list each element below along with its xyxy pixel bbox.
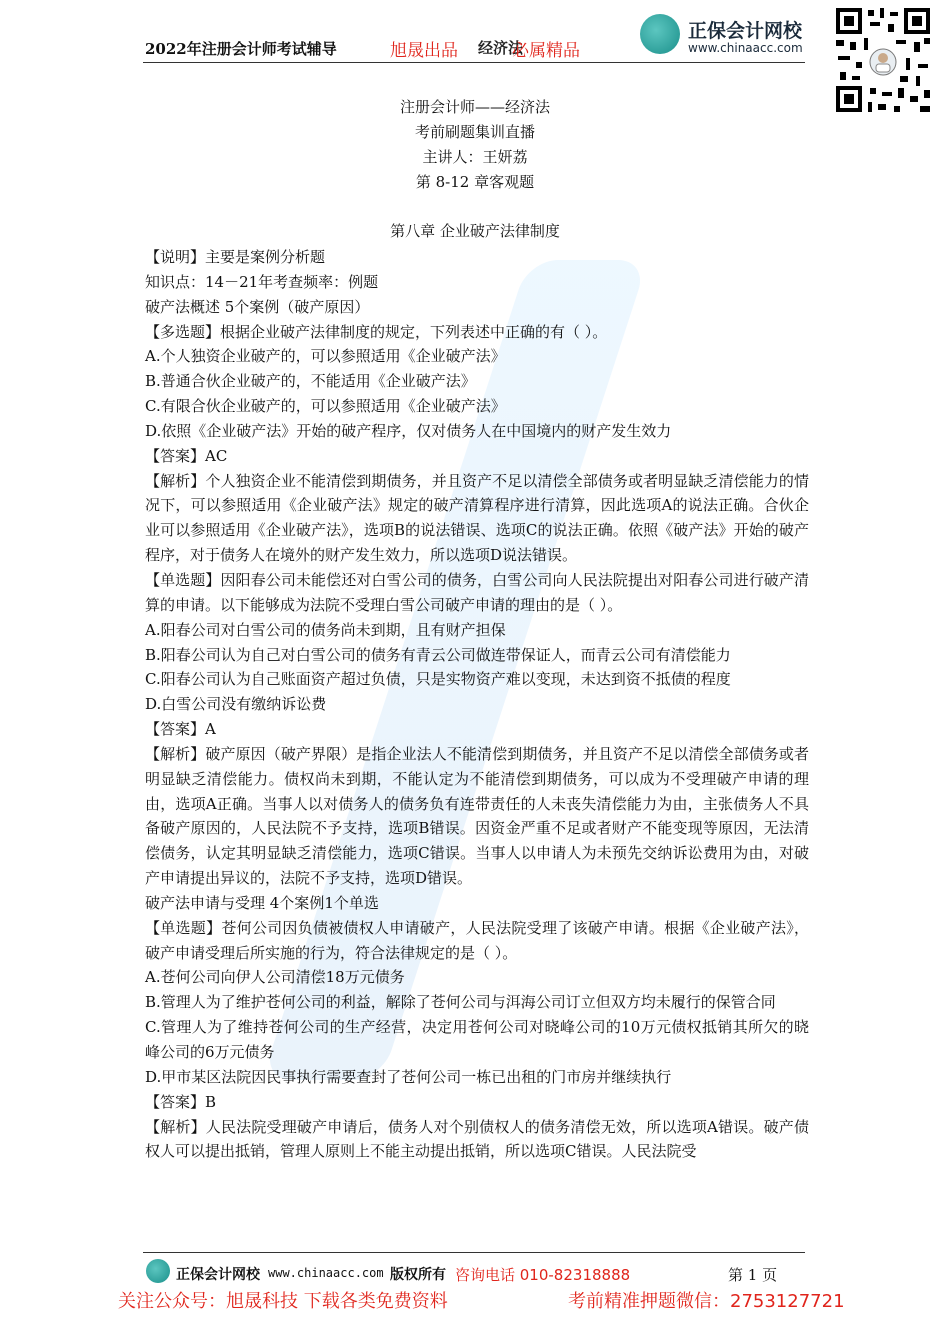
- paragraph: 知识点：14－21年考查频率：例题: [145, 272, 379, 291]
- header-subject: 经济法: [478, 39, 524, 57]
- brand-name: 正保会计网校: [688, 20, 803, 42]
- question: 【多选题】根据企业破产法律制度的规定，下列表述中正确的有（ ）。: [145, 322, 608, 341]
- footer-phone: 咨询电话 010-82318888: [455, 1266, 631, 1284]
- header-course-title: 2022年注册会计师考试辅导: [145, 40, 337, 58]
- paragraph: 【说明】主要是案例分析题: [145, 248, 326, 266]
- option: D.依照《企业破产法》开始的破产程序，仅对债务人在中国境内的财产发生效力: [145, 421, 672, 440]
- footer-url[interactable]: www.chinaacc.com: [268, 1266, 384, 1280]
- paragraph: 破产法概述 5个案例（破产原因）: [145, 297, 370, 316]
- option: B.管理人为了维护苍何公司的利益，解除了苍何公司与洱海公司订立但双方均未履行的保管合同: [145, 993, 776, 1012]
- footer-logo-icon: [146, 1259, 170, 1283]
- question: 【单选题】因阳春公司未能偿还对白雪公司的债务，白雪公司向人民法院提出对阳春公司进行破产清算的申请。以下能够成为法院不受理白雪公司破产申请的理由的是（ ）。: [145, 570, 809, 614]
- answer: 【答案】A: [145, 720, 216, 739]
- header-tag-right: 必属精品: [512, 41, 580, 61]
- option: B.阳春公司认为自己对白雪公司的债务有青云公司做连带保证人，而青云公司有清偿能力: [145, 645, 731, 664]
- brand-logo-icon: [640, 14, 680, 54]
- option: C.阳春公司认为自己账面资产超过负债，只是实物资产难以变现，未达到资不抵债的程度: [145, 670, 731, 689]
- answer: 【答案】AC: [145, 446, 228, 465]
- chapter-heading: 第八章 企业破产法律制度: [390, 222, 560, 240]
- document-body: [145, 245, 809, 1164]
- page-number: 第 1 页: [728, 1266, 778, 1284]
- doc-subtitle: 考前刷题集训直播: [414, 123, 535, 141]
- option: D.甲市某区法院因民事执行需要查封了苍何公司一栋已出租的门市房并继续执行: [145, 1067, 672, 1086]
- promo-left: 关注公众号：旭晟科技 下载各类免费资料: [118, 1291, 448, 1312]
- option: C.管理人为了维持苍何公司的生产经营，决定用苍何公司对晓峰公司的10万元债权抵销其所欠的晓峰公司的6万元债务: [145, 1018, 809, 1061]
- option: B.普通合伙企业破产的，不能适用《企业破产法》: [145, 372, 476, 391]
- brand-logo[interactable]: [640, 10, 820, 62]
- doc-chapters: 第 8-12 章客观题: [415, 173, 535, 191]
- header-tag-left: 旭晟出品: [390, 41, 458, 61]
- question: 【单选题】苍何公司因负债被债权人申请破产，人民法院受理了该破产申请。根据《企业破产法》，破产申请受理后所实施的行为，符合法律规定的是（ ）。: [145, 918, 809, 962]
- footer-copyright: 版权所有: [390, 1267, 446, 1283]
- doc-lecturer: 主讲人：王妍荔: [422, 148, 528, 166]
- promo-right: 考前精准押题微信：2753127721: [568, 1291, 845, 1312]
- footer-divider: [143, 1252, 805, 1253]
- doc-title: 注册会计师——经济法: [399, 98, 550, 116]
- paragraph: 破产法申请与受理 4个案例1个单选: [145, 893, 379, 912]
- explanation: 【解析】破产原因（破产界限）是指企业法人不能清偿到期债务，并且资产不足以清偿全部债务或者明显缺乏清偿能力。债权尚未到期，不能认定为不能清偿到期债务，可以成为不受理破产申请的理由，选项A正确。当事人以对债务人的债务负有连带责任的人未丧失清偿能力为由，主张债务人不具备破产原因的，人民法院不予支持，选项B错误。因资金严重不足或者财产不能变现等原因，无法清偿债务，认定其明显缺乏清偿能力，选项C错误。当事人以申请人为未预先交纳诉讼费用为由，对破产申请提出异议的，法院不予支持，选项D错误。: [145, 744, 809, 888]
- footer-brand-name: 正保会计网校: [176, 1267, 260, 1283]
- brand-url: www.chinaacc.com: [688, 41, 803, 55]
- option: D.白雪公司没有缴纳诉讼费: [145, 695, 327, 714]
- explanation: 【解析】个人独资企业不能清偿到期债务，并且资产不足以清偿全部债务或者明显缺乏清偿能力的情况下，可以参照适用《企业破产法》规定的破产清算程序进行清算，因此选项A的说法正确。合伙企业可以参照适用《企业破产法》，选项B的说法错误、选项C的说法正确。依照《破产法》开始的破产程序，对于债务人在境外的财产发生效力，所以选项D说法错误。: [145, 471, 809, 565]
- explanation: 【解析】人民法院受理破产申请后，债务人对个别债权人的债务清偿无效，所以选项A错误。破产债权人可以提出抵销，管理人原则上不能主动提出抵销，所以选项C错误。人民法院受: [145, 1117, 809, 1161]
- answer: 【答案】B: [145, 1092, 217, 1111]
- option: A.个人独资企业破产的，可以参照适用《企业破产法》: [145, 347, 506, 366]
- option: A.苍何公司向伊人公司清偿18万元债务: [145, 968, 405, 987]
- header-divider: [143, 62, 805, 63]
- option: A.阳春公司对白雪公司的债务尚未到期，且有财产担保: [145, 620, 506, 639]
- option: C.有限合伙企业破产的，可以参照适用《企业破产法》: [145, 397, 506, 416]
